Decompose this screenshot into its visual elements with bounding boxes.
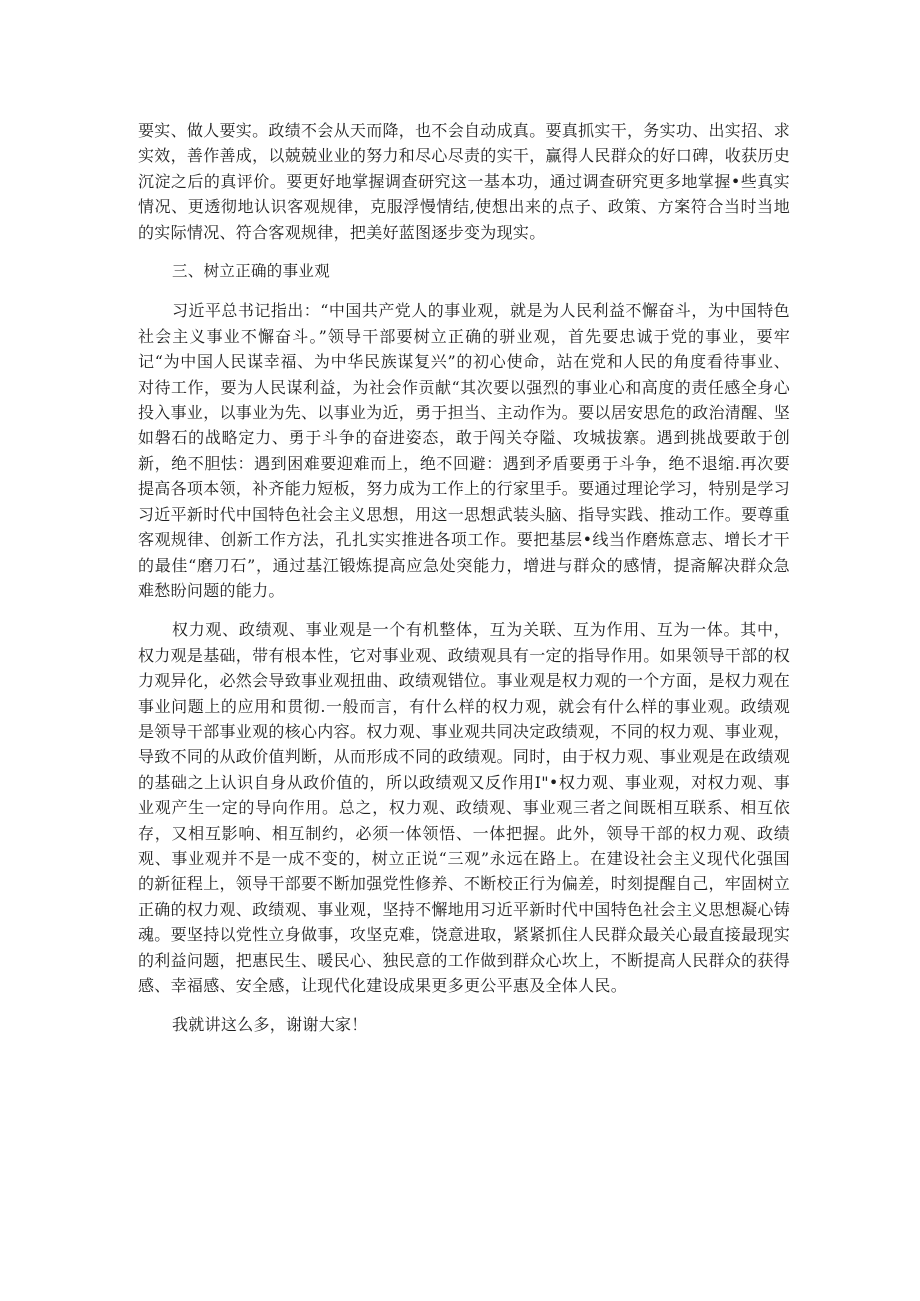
document-body — [138, 118, 790, 1038]
paragraph-three-views: 权力观、政绩观、事业观是一个有机整体，互为关联、互为作用、互为一体。其中，权力观是基础，带有根本性，它对事业观、政绩观具有一定的指导作用。如果领导干部的权力观异化，必然会导致事业观扭曲、政绩观错位。事业观是权力观的一个方面，是权力观在事业问题上的应用和贯彻.一般而言，有什么样的权力观，就会有什么样的事业观。政绩观是领导干部事业观的核心内容。权力观、事业观共同决定政绩观，不同的权力观、事业观，导致不同的从政价值判断，从而形成不同的政绩观。同时，由于权力观、事业观是在政绩观的基础之上认识自身从政价值的，所以政绩观又反作用I"•权力观、事业观，对权力观、事业观产生一定的导向作用。总之，权力观、政绩观、事业观三者之间既相互联系、相互依存，又相互影响、相互制约，必须一体领悟、一体把握。此外，领导干部的权力观、政绩观、事业观并不是一成不变的，树立正说“三观”永远在路上。在建设社会主义现代化强国的新征程上，领导干部要不断加强党性修养、不断校正行为偏差，时刻提醒自己，牢固树立正确的权力观、政绩观、事业观，坚持不懈地用习近平新时代中国特色社会主义思想凝心铸魂。要坚持以党性立身做事，攻坚克难，饶意进取，紧紧抓住人民群众最关心最直接最现实的利益问题，把惠民生、暖民心、独民意的工作做到群众心坎上，不断提高人民群众的获得感、幸福感、安全感，让现代化建设成果更多更公平惠及全体人民。 — [138, 620, 791, 995]
paragraph-continuation: 要实、做人要实。政绩不会从天而降，也不会自动成真。要真抓实干，务实功、出实招、求实效，善作善成，以兢兢业业的努力和尽心尽责的实干，赢得人民群众的好口碑，收获历史沉淀之后的真评价。要更好地掌握调查研究这一基本功，通过调查研究更多地掌握•些真实情况、更透彻地认识客观规律，克服浮慢情结,使想出来的点子、政策、方案符合当时当地的实际情况、符合客观规律，把美好蓝图逐步变为现实。 — [138, 121, 791, 242]
closing-remark: 我就讲这么多，谢谢大家！ — [172, 1015, 368, 1035]
paragraph-career-view: 习近平总书记指出：“中国共产党人的事业观，就是为人民利益不懈奋斗，为中国特色社会主义事业不懈奋斗。”领导干部要树立正确的骈业观，首先要忠诚于党的事业，要牢记“为中国人民谋幸福、为中华民族谋复兴”的初心使命，站在党和人民的角度看待事业、对待工作，要为人民谋利益，为社会作贡献“其次要以强烈的事业心和高度的责任感全身心投入事业，以事业为先、以事业为近，勇于担当、主动作为。要以居安思危的政治清醒、坚如磐石的战略定力、勇于斗争的奋进姿态，敢于闯关夺隘、攻城拔寨。遇到挑战要敢于创新，绝不胆怯：遇到困难要迎难而上，绝不回避：遇到矛盾要勇于斗争，绝不退缩.再次要提高各项本领，补齐能力短板，努力成为工作上的行家里手。要通过理论学习，特别是学习习近平新时代中国特色社会主义思想，用这一思想武装头脑、指导实践、推动工作。要尊重客观规律、创新工作方法，孔扎实实推进各项工作。要把基层•线当作磨炼意志、增长才干的最佳“磨刀石”，通过基江锻炼提高应急处突能力，增进与群众的感情，提斋解决群众急难愁盼问题的能力。 — [138, 301, 791, 600]
section-heading: 三、树立正确的事业观 — [172, 262, 331, 281]
